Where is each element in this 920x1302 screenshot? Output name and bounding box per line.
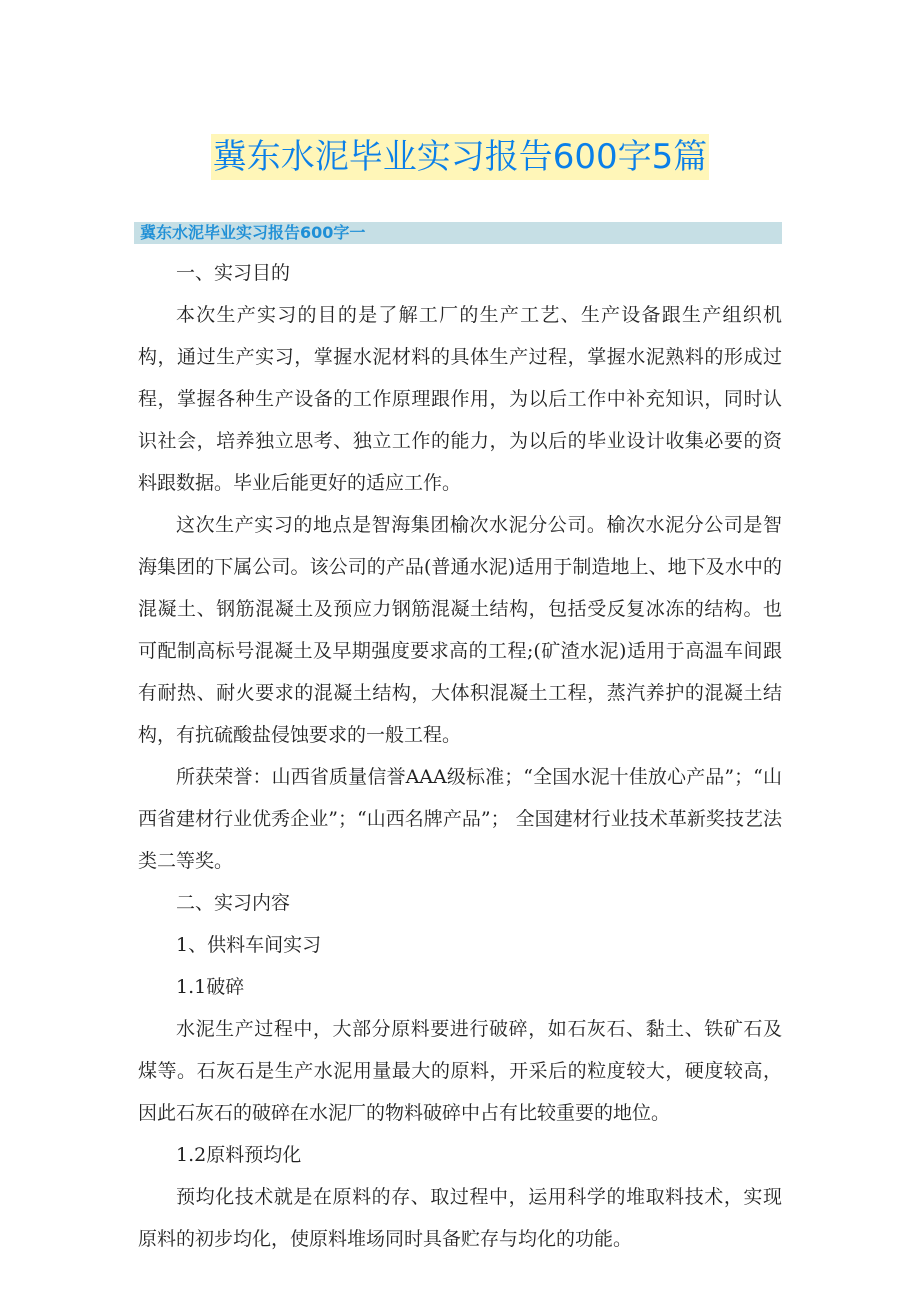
- section-heading: 冀东水泥毕业实习报告600字一: [134, 222, 782, 244]
- subheading: 1、供料车间实习: [176, 934, 322, 956]
- subheading: 1.2原料预均化: [176, 1144, 302, 1166]
- title-container: [0, 134, 920, 180]
- paragraph: 这次生产实习的地点是智海集团榆次水泥分公司。榆次水泥分公司是智海集团的下属公司。该公司的产品(普通水泥)适用于制造地上、地下及水中的混凝土、钢筋混凝土及预应力钢筋混凝土结构，包括受反复冰冻的结构。也可配制高标号混凝土及早期强度要求高的工程;(矿渣水泥)适用于高温车间跟有耐热、耐火要求的混凝土结构，大体积混凝土工程，蒸汽养护的混凝土结构，有抗硫酸盐侵蚀要求的一般工程。: [138, 514, 782, 746]
- document-body: [138, 252, 782, 1260]
- heading-purpose: 一、实习目的: [176, 262, 291, 284]
- paragraph: 水泥生产过程中，大部分原料要进行破碎，如石灰石、黏土、铁矿石及煤等。石灰石是生产水泥用量最大的原料，开采后的粒度较大，硬度较高，因此石灰石的破碎在水泥厂的物料破碎中占有比较重要的地位。: [138, 1018, 782, 1124]
- paragraph: 所获荣誉：山西省质量信誉AAA级标准；“全国水泥十佳放心产品”；“山西省建材行业优秀企业”；“山西名牌产品”； 全国建材行业技术革新奖技艺法类二等奖。: [138, 766, 782, 872]
- document-title: 冀东水泥毕业实习报告600字5篇: [211, 134, 710, 180]
- heading-content: 二、实习内容: [176, 892, 291, 914]
- paragraph: 预均化技术就是在原料的存、取过程中，运用科学的堆取料技术，实现原料的初步均化，使原料堆场同时具备贮存与均化的功能。: [138, 1186, 782, 1250]
- paragraph: 本次生产实习的目的是了解工厂的生产工艺、生产设备跟生产组织机构，通过生产实习，掌握水泥材料的具体生产过程，掌握水泥熟料的形成过程，掌握各种生产设备的工作原理跟作用，为以后工作中补充知识，同时认识社会，培养独立思考、独立工作的能力，为以后的毕业设计收集必要的资料跟数据。毕业后能更好的适应工作。: [138, 304, 782, 494]
- subheading: 1.1破碎: [176, 976, 245, 998]
